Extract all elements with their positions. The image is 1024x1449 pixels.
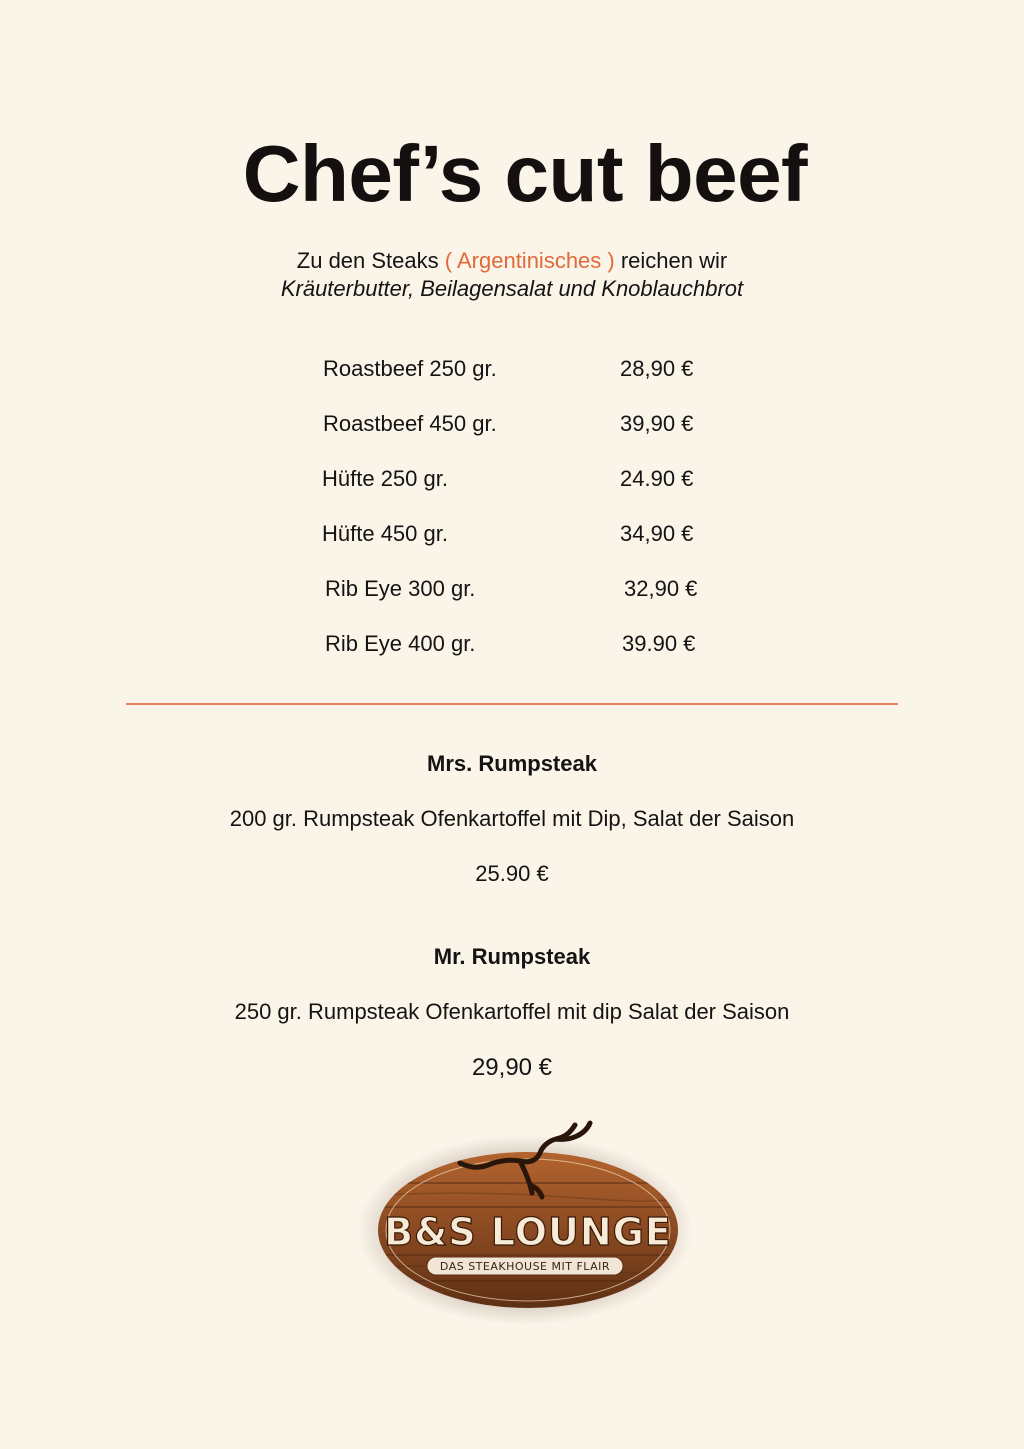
intro-origin: ( Argentinisches ) [444,248,615,273]
intro-text: Zu den Steaks [296,248,445,273]
price-row [0,466,1024,496]
special-title: Mrs. Rumpsteak [427,751,597,776]
logo-graphic [360,1095,700,1325]
item-price: 24.90 € [620,466,694,491]
special-title: Mr. Rumpsteak [433,944,591,969]
price-row [0,576,1024,606]
item-price: 39,90 € [620,411,694,436]
page-title: Chef’s cut beef [242,129,808,218]
price-row [0,356,1024,386]
item-price: 32,90 € [624,576,698,601]
restaurant-logo [360,1095,700,1325]
item-name: Rib Eye 300 gr. [325,576,476,601]
intro-line-2: Kräuterbutter, Beilagensalat und Knoblauchbrot [280,276,744,301]
intro-text-end: reichen wir [614,248,728,273]
item-name: Hüfte 250 gr. [322,466,448,491]
item-price: 28,90 € [620,356,694,381]
item-name: Roastbeef 450 gr. [323,411,497,436]
price-row [0,521,1024,551]
special-description: 200 gr. Rumpsteak Ofenkartoffel mit Dip, Salat der Saison [229,806,795,831]
logo-tagline: DAS STEAKHOUSE MIT FLAIR [439,1260,611,1273]
logo-wordmark: B&S LOUNGE [384,1210,672,1254]
item-price: 34,90 € [620,521,694,546]
special-description: 250 gr. Rumpsteak Ofenkartoffel mit dip Salat der Saison [234,999,790,1024]
item-name: Roastbeef 250 gr. [323,356,497,381]
price-row [0,411,1024,441]
price-row [0,631,1024,661]
item-price: 39.90 € [622,631,696,656]
intro-line-1 [0,248,1024,274]
special-price: 25.90 € [475,861,549,886]
item-name: Rib Eye 400 gr. [325,631,476,656]
section-divider [126,703,898,705]
special-price: 29,90 € [471,1054,553,1081]
item-name: Hüfte 450 gr. [322,521,448,546]
